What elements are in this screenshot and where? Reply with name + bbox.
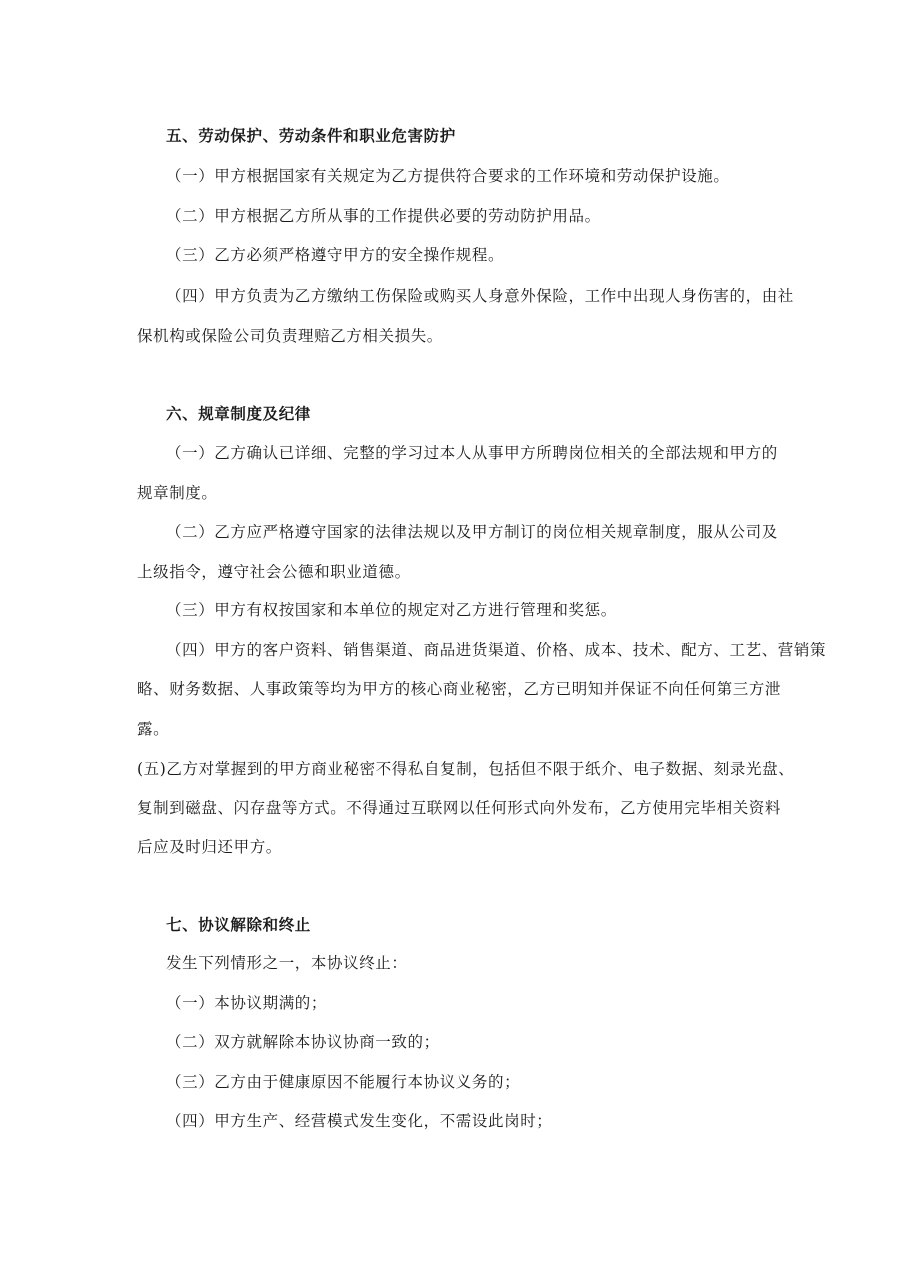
section-7-intro: 发生下列情形之一，本协议终止：	[166, 954, 408, 972]
section-5-item-1: （一）甲方根据国家有关规定为乙方提供符合要求的工作环境和劳动保护设施。	[166, 167, 730, 185]
section-6-item-4-line-2: 略、财务数据、人事政策等均为甲方的核心商业秘密，乙方已明知并保证不向任何第三方泄	[137, 680, 782, 698]
section-5-item-4-line-2: 保机构或保险公司负责理赔乙方相关损失。	[137, 327, 443, 345]
section-6-item-1-line-1: （一）乙方确认已详细、完整的学习过本人从事甲方所聘岗位相关的全部法规和甲方的	[166, 444, 778, 462]
section-6-item-4-line-1: （四）甲方的客户资料、销售渠道、商品进货渠道、价格、成本、技术、配方、工艺、营销策	[166, 641, 827, 659]
section-6-item-4-line-3: 露。	[137, 720, 170, 738]
section-6-item-5-line-1: (五)乙方对掌握到的甲方商业秘密不得私自复制，包括但不限于纸介、电子数据、刻录光盘、	[137, 760, 795, 778]
section-6-item-2-line-2: 上级指令，遵守社会公德和职业道德。	[137, 563, 411, 581]
section-6-item-3: （三）甲方有权按国家和本单位的规定对乙方进行管理和奖惩。	[166, 601, 617, 619]
section-6-item-1-line-2: 规章制度。	[137, 484, 218, 502]
section-7-item-4: （四）甲方生产、经营模式发生变化，不需设此岗时；	[166, 1112, 553, 1130]
section-5-item-4-line-1: （四）甲方负责为乙方缴纳工伤保险或购买人身意外保险，工作中出现人身伤害的，由社	[166, 287, 794, 305]
section-6-item-5-line-2: 复制到磁盘、闪存盘等方式。不得通过互联网以任何形式向外发布，乙方使用完毕相关资料	[137, 799, 782, 817]
section-5-item-3: （三）乙方必须严格遵守甲方的安全操作规程。	[166, 246, 505, 264]
section-5-item-2: （二）甲方根据乙方所从事的工作提供必要的劳动防护用品。	[166, 207, 601, 225]
section-6-item-2-line-1: （二）乙方应严格遵守国家的法律法规以及甲方制订的岗位相关规章制度，服从公司及	[166, 523, 778, 541]
section-5-heading: 五、劳动保护、劳动条件和职业危害防护	[166, 127, 456, 145]
section-6-heading: 六、规章制度及纪律	[166, 405, 311, 423]
section-6-item-5-line-3: 后应及时归还甲方。	[137, 838, 282, 856]
section-7-item-3: （三）乙方由于健康原因不能履行本协议义务的；	[166, 1073, 521, 1091]
section-7-item-1: （一）本协议期满的；	[166, 994, 328, 1012]
section-7-item-2: （二）双方就解除本协议协商一致的；	[166, 1033, 440, 1051]
section-7-heading: 七、协议解除和终止	[166, 916, 311, 934]
